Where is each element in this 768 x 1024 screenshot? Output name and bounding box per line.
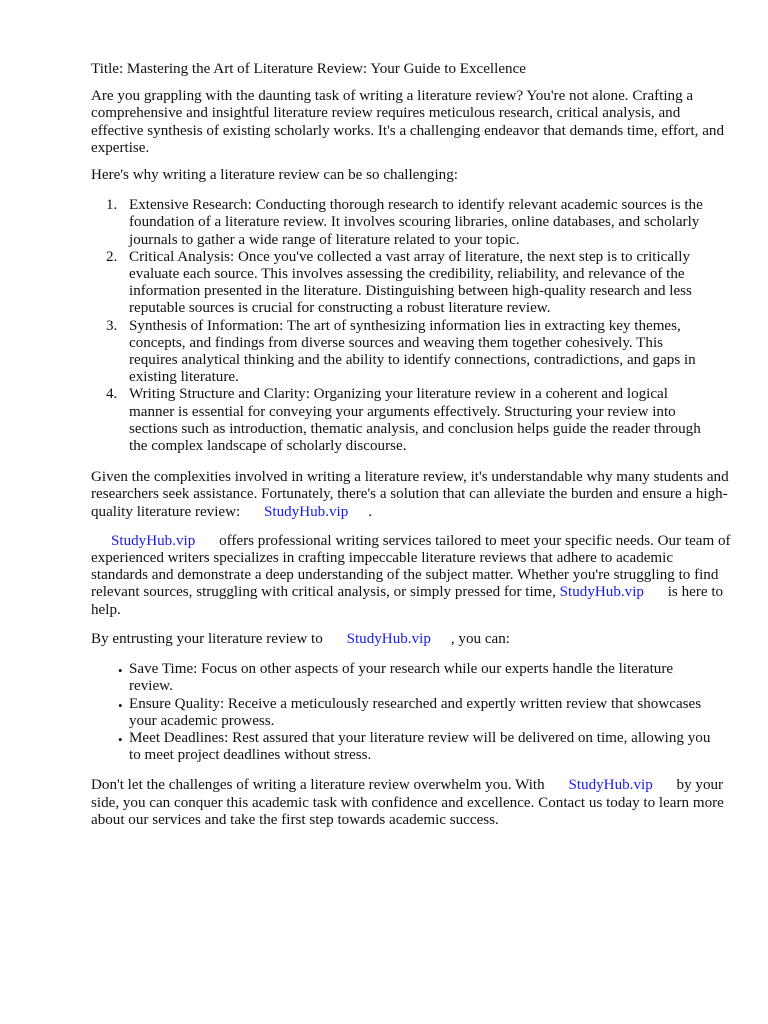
document-page [91,61,731,839]
list-item [91,249,713,318]
list-item [91,661,713,695]
list-item-text: Critical Analysis: Once you've collected a vast array of literature, the next step is to critically evaluate each source. This involves assessing the credibility, reliability, and relevance of the information presented in the literature. Distinguishing between high-quality research and less reputable sources is crucial for constructing a robust literature review. [129,248,692,317]
challenges-list [91,197,731,455]
studyhub-link[interactable]: StudyHub.vip [263,503,349,520]
closing-text: Don't let the challenges of writing a literature review overwhelm you. With [91,777,545,794]
document-title: Title: Mastering the Art of Literature Review: Your Guide to Excellence [91,61,526,77]
closing-end: by your side, you can conquer this academic task with confidence and excellence. Contact us today to learn more about our services and take the first step towards academic success. [91,777,724,828]
bullet-icon: • [118,697,123,713]
list-number: 4. [106,386,118,403]
list-item-text: Extensive Research: Conducting thorough research to identify relevant academic sources is the foundation of a literature review. It involves scouring libraries, online databases, and scholarly journals to gather a wide range of literature related to your topic. [129,197,703,248]
entrust-text: By entrusting your literature review to [91,630,323,647]
list-item-text: Save Time: Focus on other aspects of your research while our experts handle the literature review. [129,661,674,695]
list-number: 3. [106,317,118,334]
list-number: 2. [106,248,118,265]
list-number: 1. [106,197,118,214]
given-end: . [368,503,373,520]
challenges-heading: Here's why writing a literature review can be so challenging: [91,167,458,184]
studyhub-link[interactable]: StudyHub.vip [568,777,653,794]
list-item-text: Meet Deadlines: Rest assured that your literature review will be delivered on time, allowing you to meet project deadlines without stress. [129,729,711,764]
list-item-text: Writing Structure and Clarity: Organizing your literature review in a coherent and logical manner is essential for conveying your arguments effectively. Structuring your review into sections such as introduction, thematic analysis, and conclusion helps guide the reader through the complex landscape of scholarly discourse. [129,386,701,455]
bullet-icon: • [118,731,123,747]
list-item-text: Ensure Quality: Receive a meticulously researched and expertly written review that showcases your academic prowess. [129,695,702,729]
entrust-end: , you can: [450,630,510,647]
list-item [91,696,713,730]
bullet-icon: • [118,663,123,679]
list-item [91,386,713,455]
closing-paragraph [91,777,731,829]
entrust-paragraph [91,631,731,648]
intro-paragraph: Are you grappling with the daunting task of writing a literature review? You're not alone. Crafting a comprehensive and insightful literature review requires meticulous research, critical analysis, and effective synthesis of existing scholarly works. It's a challenging endeavor that demands time, effort, and expertise. [91,88,724,156]
studyhub-link[interactable]: StudyHub.vip [346,630,431,647]
given-text: Given the complexities involved in writing a literature review, it's understandable why many students and researchers seek assistance. Fortunately, there's a solution that can alleviate the burden and ensure a high-quality literature review: [91,469,729,520]
list-item [91,318,713,387]
studyhub-link[interactable]: StudyHub.vip [559,584,644,601]
studyhub-link[interactable]: StudyHub.vip [111,532,196,549]
benefits-list [91,661,731,764]
list-item-text: Synthesis of Information: The art of synthesizing information lies in extracting key themes, concepts, and findings from diverse sources and weaving them together cohesively. This requires analytical thinking and the ability to identify connections, contradictions, and gaps in existing literature. [129,317,696,386]
list-item [91,730,713,764]
offers-end: is here to help. [91,584,724,618]
offers-paragraph [91,533,731,619]
given-paragraph [91,469,731,521]
offers-text: offers professional writing services tailored to meet your specific needs. Our team of experienced writers specializes in crafting impeccable literature reviews that adhere to academic standards and demonstrate a deep understanding of the subject matter. Whether you're struggling to find relevant sources, struggling with critical analysis, or simply pressed for time, [91,532,731,601]
list-item [91,197,713,249]
